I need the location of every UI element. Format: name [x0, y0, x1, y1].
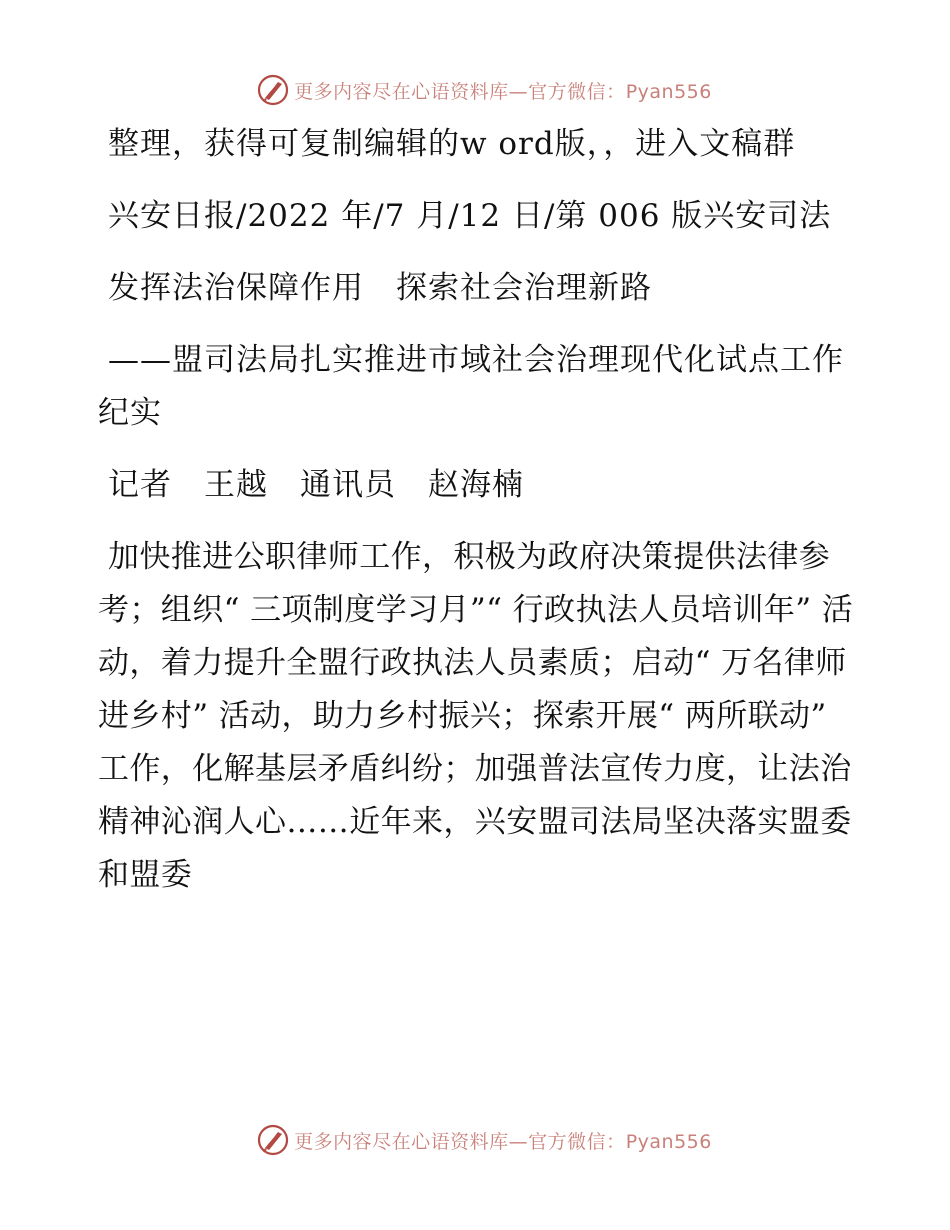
- header-watermark-inner: [256, 73, 712, 107]
- footer-watermark-banner: [0, 1120, 950, 1160]
- footer-watermark-inner: [256, 1123, 712, 1157]
- watermark-text: 更多内容尽在心语资料库—官方微信：Pyan556: [294, 1130, 712, 1153]
- header-watermark-banner: [0, 70, 950, 110]
- quill-pen-logo-icon: [256, 1123, 290, 1157]
- byline: 记者 王越 通讯员 赵海楠: [108, 467, 524, 503]
- intro-line: 整理，获得可复制编辑的w ord版，，进入文稿群: [108, 126, 796, 162]
- article-title: 发挥法治保障作用 探索社会治理新路: [108, 270, 652, 306]
- article-subtitle: ——盟司法局扎实推进市域社会治理现代化试点工作纪实: [98, 342, 844, 431]
- body-paragraph: 加快推进公职律师工作，积极为政府决策提供法律参考；组织“ 三项制度学习月”“ 行政执法人员培训年” 活动，着力提升全盟行政执法人员素质；启动“ 万名律师进乡村” 活动，助力乡村振兴；探索开展“ 两所联动” 工作，化解基层矛盾纠纷；加强普法宣传力度，让法治精神沁润人心……近年来，兴安盟司法局坚决落实盟委和盟委: [98, 539, 854, 893]
- watermark-text: 更多内容尽在心语资料库—官方微信：Pyan556: [294, 80, 712, 103]
- quill-pen-logo-icon: [256, 73, 290, 107]
- source-line: 兴安日报/2022 年/7 月/12 日/第 006 版兴安司法: [108, 198, 832, 234]
- document-body: [98, 118, 858, 921]
